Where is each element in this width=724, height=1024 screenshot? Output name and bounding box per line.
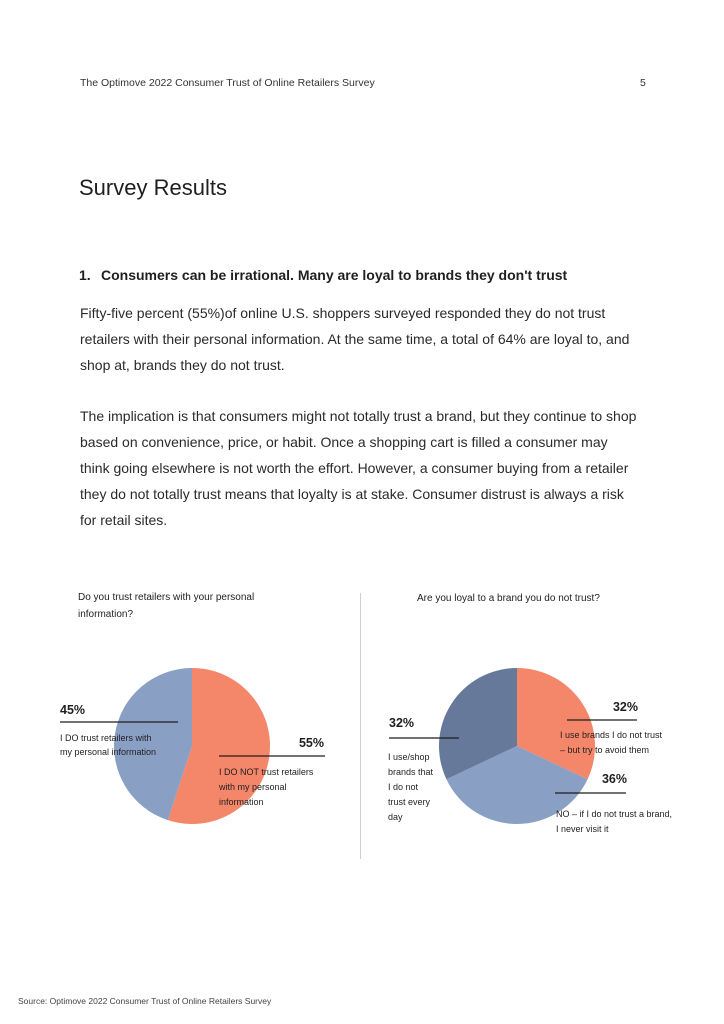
chart-2-pct-avoid: 32%	[612, 700, 638, 714]
chart-2-label-avoid-line-1: I use brands I do not trust	[560, 730, 663, 740]
chart-2-pct-every-day: 32%	[389, 716, 415, 730]
chart-2-label-avoid-line-2: – but try to avoid them	[560, 745, 650, 755]
chart-2-label-never-line-2: I never visit it	[556, 824, 609, 834]
source-note: Source: Optimove 2022 Consumer Trust of Online Retailers Survey	[18, 996, 272, 1006]
paragraph-2: The implication is that consumers might not totally trust a brand, but they continue to shop based on convenience, price, or habit. Once a shopping cart is filled a consumer may think going elsewhere is not worth the effort. However, a consumer buying from a retailer they do not totally trust means that loyalty is at stake. Consumer distrust is always a risk for retail sites.	[80, 408, 637, 528]
section-title: Survey Results	[79, 175, 227, 200]
chart-1-question: Do you trust retailers with your personal information?	[78, 592, 255, 620]
chart-2-label-every-day-line-1: I use/shop	[388, 752, 430, 762]
paragraph-1: Fifty-five percent (55%)of online U.S. shoppers surveyed responded they do not trust retailers with their personal information. At the same time, a total of 64% are loyal to, and shop at, brands they do not trust.	[80, 305, 630, 373]
chart-1-label-not-trust-line-2: with my personal	[219, 782, 287, 792]
chart-1-label-trust-line-2: my personal information	[60, 747, 157, 757]
chart-1-label-not-trust-line-1: I DO NOT trust retailers	[219, 767, 314, 777]
chart-2-label-every-day-line-3: I do not	[388, 782, 419, 792]
point-number: 1.	[79, 267, 91, 283]
point-heading-text: Consumers can be irrational. Many are loyal to brands they don't trust	[101, 267, 568, 283]
chart-1-label-trust-line-1: I DO trust retailers with	[60, 733, 152, 743]
chart-2-question: Are you loyal to a brand you do not trust?	[417, 593, 600, 604]
chart-2-label-never-line-1: NO – if I do not trust a brand,	[556, 809, 673, 819]
page-number: 5	[640, 77, 646, 89]
chart-2-pct-never: 36%	[601, 772, 627, 786]
document-title: The Optimove 2022 Consumer Trust of Online Retailers Survey	[80, 77, 375, 89]
chart-2-label-every-day-line-4: trust every	[388, 797, 431, 807]
chart-1-pct-not-trust: 55%	[298, 736, 324, 750]
chart-2-label-every-day-line-5: day	[388, 812, 403, 822]
chart-1-pct-trust: 45%	[60, 703, 86, 717]
chart-1-label-not-trust-line-3: information	[219, 797, 264, 807]
chart-2-label-every-day-line-2: brands that	[388, 767, 434, 777]
